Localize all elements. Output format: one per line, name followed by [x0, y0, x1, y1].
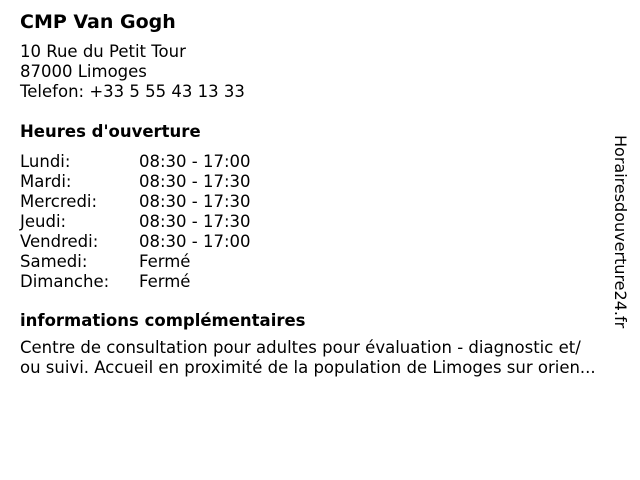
hours-row-tuesday — [20, 172, 620, 192]
phone-number: Telefon: +33 5 55 43 13 33 — [20, 82, 245, 101]
time-value: 08:30 - 17:00 — [139, 232, 251, 251]
address-street: 10 Rue du Petit Tour — [20, 42, 186, 61]
day-label: Mercredi: — [20, 192, 98, 211]
time-value: 08:30 - 17:30 — [139, 172, 251, 191]
hours-heading: Heures d'ouverture — [20, 122, 201, 141]
hours-row-thursday — [20, 212, 620, 232]
hours-row-sunday — [20, 272, 620, 292]
hours-row-wednesday — [20, 192, 620, 212]
day-label: Vendredi: — [20, 232, 99, 251]
hours-row-saturday — [20, 252, 620, 272]
place-card — [20, 10, 620, 378]
info-heading: informations complémentaires — [20, 311, 306, 330]
time-value: Fermé — [139, 252, 191, 271]
address-city: 87000 Limoges — [20, 62, 147, 81]
brand-watermark: Horairesdouverture24.fr — [611, 135, 630, 329]
day-label: Lundi: — [20, 152, 71, 171]
day-label: Jeudi: — [20, 212, 67, 231]
info-line-1: Centre de consultation pour adultes pour évaluation - diagnostic et/ — [20, 338, 581, 357]
time-value: Fermé — [139, 272, 191, 291]
day-label: Mardi: — [20, 172, 72, 191]
day-label: Dimanche: — [20, 272, 110, 291]
info-line-2: ou suivi. Accueil en proximité de la population de Limoges sur orien... — [20, 358, 596, 377]
time-value: 08:30 - 17:30 — [139, 212, 251, 231]
hours-row-monday — [20, 152, 620, 172]
info-description — [20, 338, 632, 378]
time-value: 08:30 - 17:30 — [139, 192, 251, 211]
day-label: Samedi: — [20, 252, 88, 271]
address-block — [20, 42, 620, 102]
hours-table — [20, 152, 620, 292]
hours-row-friday — [20, 232, 620, 252]
place-name: CMP Van Gogh — [20, 11, 176, 33]
time-value: 08:30 - 17:00 — [139, 152, 251, 171]
